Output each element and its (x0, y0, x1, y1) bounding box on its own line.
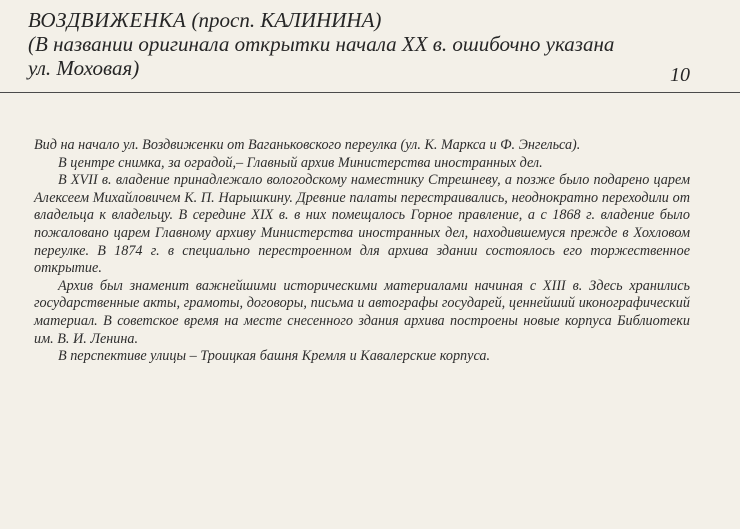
paragraph: В центре снимка, за оградой,– Главный архив Министерства иностранных дел. (58, 154, 543, 171)
title-parenthetical: (просп. КАЛИНИНА) (191, 8, 382, 32)
page-header (28, 8, 712, 80)
body-text (34, 137, 690, 366)
title-note-line-1: (В названии оригинала открытки начала XX в. ошибочно указана (28, 32, 615, 56)
paragraph: Архив был знаменит важнейшими историческими материалами начиная с XIII в. Здесь хранились государственные акты, грамоты, договоры, письма и автографы государей, ценнейший иконографический материал. В советское время на месте снесенного здания архива построены новые корпуса Библиотеки им. В. И. Ленина. (34, 277, 690, 347)
paragraph: В XVII в. владение принадлежало вологодскому наместнику Стрешневу, а позже было подарено царем Алексеем Михайловичем К. П. Нарышкину. Древние палаты перестраивались, неоднократно переходили от владельца к владельцу. В середине XIX в. в них помещалось Горное правление, а с 1868 г. владение было пожаловано царем Главному архиву Министерства иностранных дел, находившемуся прежде в Хохловом переулке. В 1874 г. в специально перестроенном для архива здании состоялось его торжественное открытие. (34, 172, 690, 277)
page-number: 10 (670, 64, 690, 86)
paragraph: Вид на начало ул. Воздвиженки от Ваганьковского переулка (ул. К. Маркса и Ф. Энгельса). (34, 137, 581, 153)
header-divider (0, 92, 740, 93)
paragraph: В перспективе улицы – Троицкая башня Кремля и Кавалерские корпуса. (58, 348, 491, 365)
title-note-line-2: ул. Моховая) (28, 56, 140, 80)
page-title: ВОЗДВИЖЕНКА (28, 8, 187, 32)
title-line (28, 8, 712, 32)
